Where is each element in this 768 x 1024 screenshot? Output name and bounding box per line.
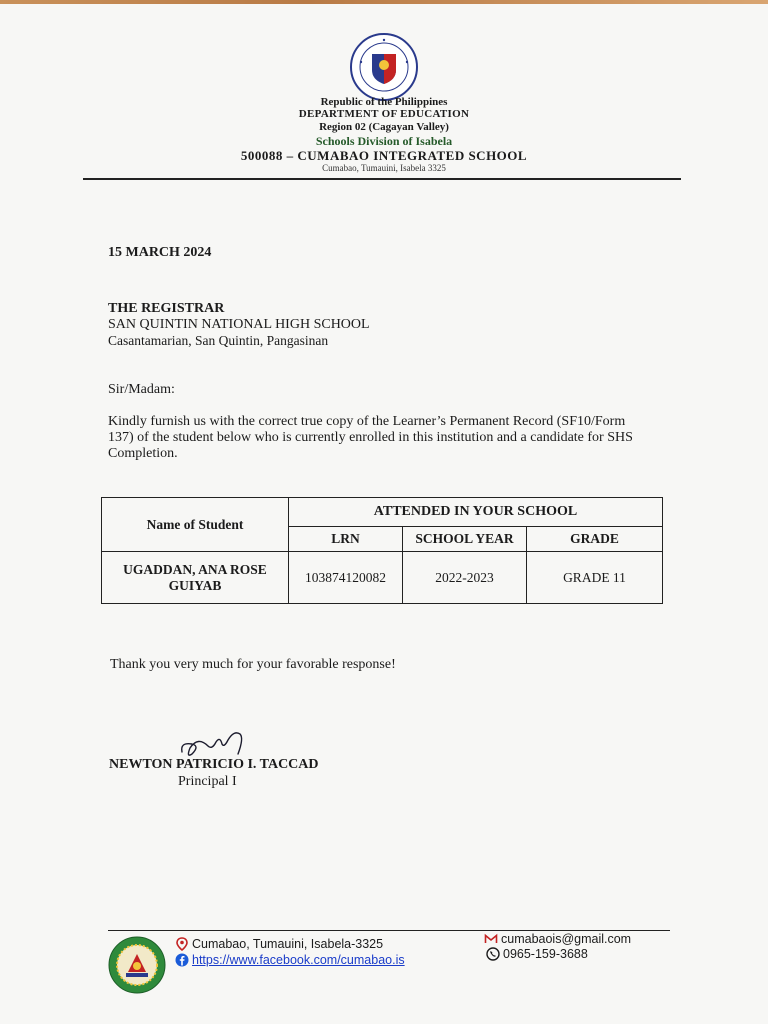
header-republic: Republic of the Philippines — [320, 96, 448, 108]
table-row-lrn: 103874120082 — [305, 569, 386, 585]
student-name-line2: GUIYAB — [168, 577, 222, 593]
footer-facebook[interactable] — [175, 953, 405, 967]
body-line: 137) of the student below who is currently enrolled in this institution and a candidate for SHS — [108, 430, 633, 445]
letter-date: 15 MARCH 2024 — [108, 245, 212, 260]
phone-icon — [486, 947, 500, 961]
facebook-icon — [175, 953, 189, 967]
col-header-grade: GRADE — [570, 531, 619, 546]
signatory-name: NEWTON PATRICIO I. TACCAD — [109, 757, 319, 772]
footer-phone — [486, 947, 588, 961]
student-table — [101, 497, 663, 604]
footer-address — [175, 937, 383, 951]
recipient-school: SAN QUINTIN NATIONAL HIGH SCHOOL — [108, 317, 370, 332]
deped-seal-icon — [349, 32, 419, 102]
closing-remark: Thank you very much for your favorable response! — [110, 657, 396, 672]
header-department: DEPARTMENT OF EDUCATION — [298, 108, 470, 120]
mail-icon — [484, 932, 498, 946]
body-line: Kindly furnish us with the correct true copy of the Learner’s Permanent Record (SF10/Form — [108, 414, 626, 429]
header-address: Cumabao, Tumauini, Isabela 3325 — [322, 163, 446, 173]
header-school: 500088 – CUMABAO INTEGRATED SCHOOL — [240, 148, 528, 163]
student-name-line1: UGADDAN, ANA ROSE — [123, 561, 267, 577]
footer-divider — [108, 930, 670, 931]
footer-email-text: cumabaois@gmail.com — [501, 932, 632, 946]
header-divider — [83, 178, 681, 180]
col-header-attended: ATTENDED IN YOUR SCHOOL — [373, 504, 578, 519]
body-line: Completion. — [108, 446, 178, 461]
facebook-link[interactable]: https://www.facebook.com/cumabao.is — [192, 953, 405, 967]
letter-body — [108, 414, 668, 462]
header-division: Schools Division of Isabela — [315, 134, 453, 148]
table-row-name — [102, 552, 288, 603]
col-header-name: Name of Student — [146, 516, 244, 532]
footer-email — [484, 932, 631, 946]
location-pin-icon — [175, 937, 189, 951]
col-header-lrn: LRN — [331, 531, 360, 546]
school-seal-icon — [108, 936, 166, 994]
recipient-address: Casantamarian, San Quintin, Pangasinan — [108, 333, 329, 348]
footer-phone-text: 0965-159-3688 — [503, 947, 588, 961]
signatory-position: Principal I — [178, 774, 237, 789]
table-row-grade: GRADE 11 — [563, 569, 626, 585]
header-region: Region 02 (Cagayan Valley) — [319, 121, 449, 133]
recipient-title: THE REGISTRAR — [108, 301, 225, 316]
col-header-school-year: SCHOOL YEAR — [415, 531, 514, 546]
table-row-school-year: 2022-2023 — [435, 569, 494, 585]
footer-address-text: Cumabao, Tumauini, Isabela-3325 — [192, 937, 384, 951]
salutation: Sir/Madam: — [108, 382, 175, 397]
